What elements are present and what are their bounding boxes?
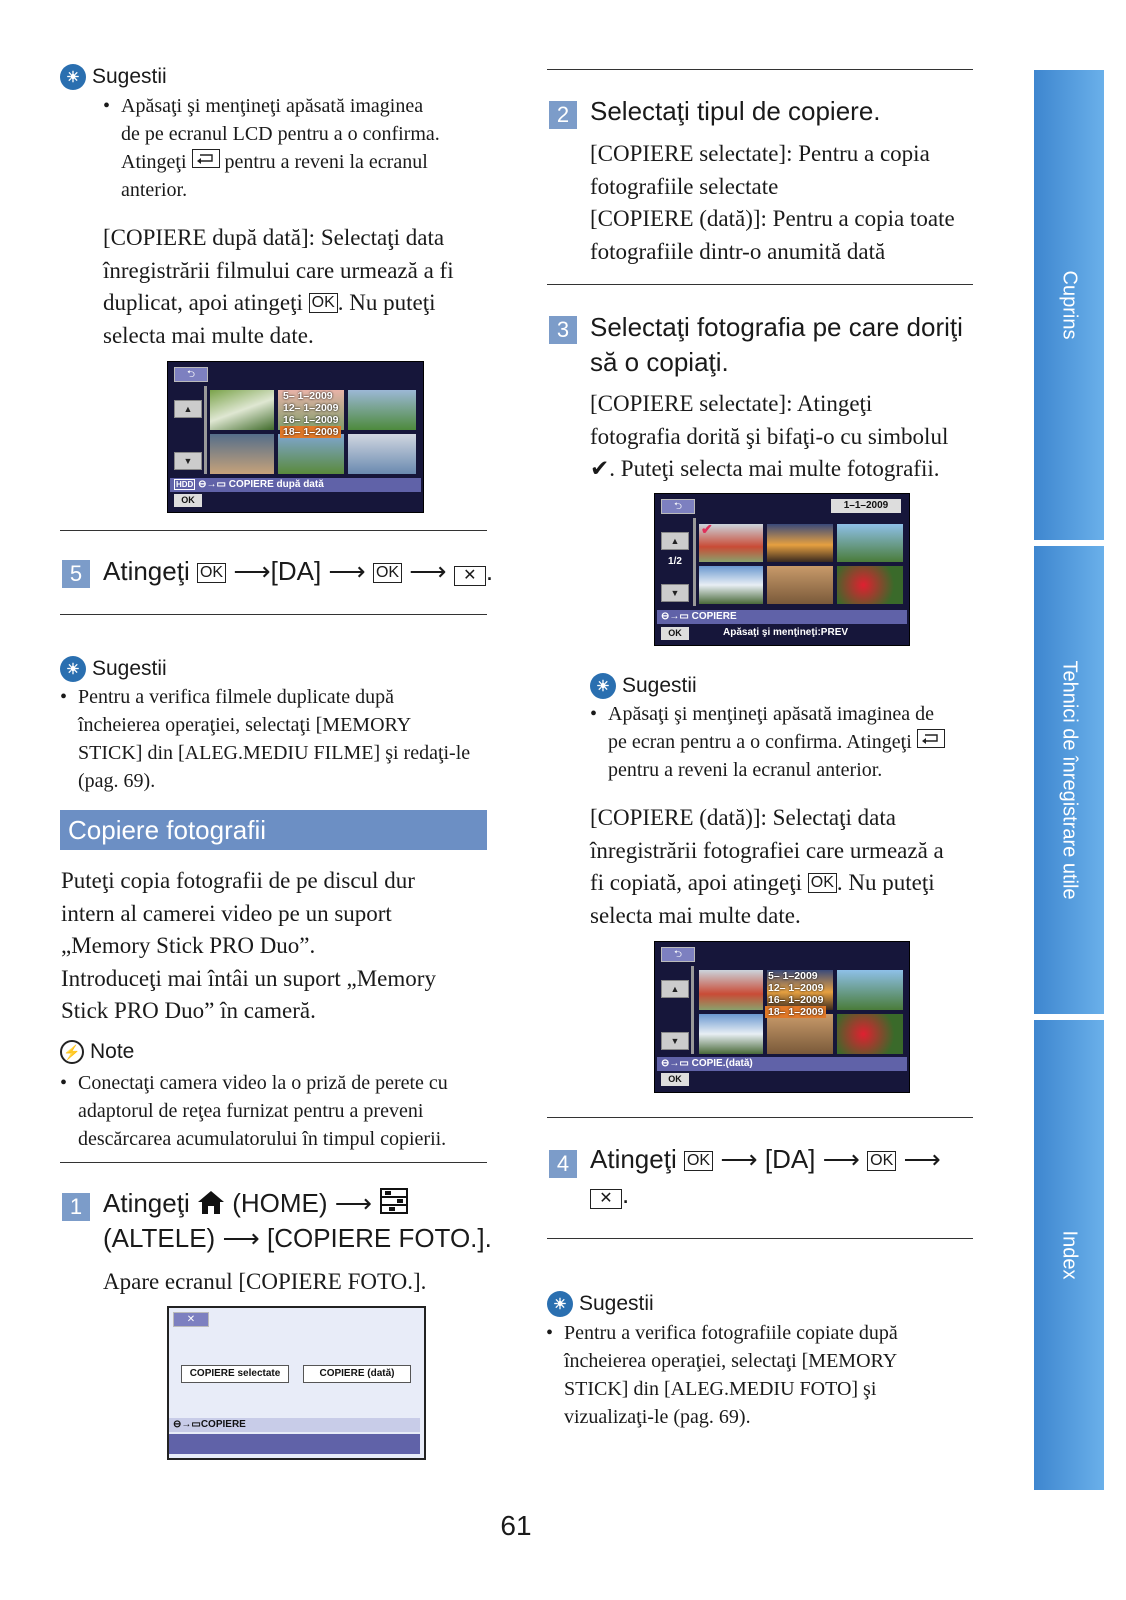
- screen-status-bar: ⊖→▭ COPIE.(dată): [657, 1057, 907, 1071]
- return-icon: [917, 729, 945, 748]
- tab-useful-recording-techniques[interactable]: Tehnici de înregistrare utile: [1034, 546, 1104, 1014]
- close-button[interactable]: ✕: [173, 1312, 209, 1327]
- arrow-right-icon: ⟶: [822, 1144, 860, 1174]
- step-number: 3: [549, 316, 577, 344]
- hdd-to-memory-icon: ⊖→▭: [198, 479, 229, 490]
- tip-heading: ☀ Sugestii: [590, 673, 697, 699]
- tab-contents[interactable]: Cuprins: [1034, 70, 1104, 540]
- thumbnail-runners[interactable]: [210, 434, 274, 474]
- ok-button-icon: OK: [373, 563, 402, 583]
- copy-by-date-screen: [167, 361, 424, 513]
- close-icon: ✕: [590, 1189, 622, 1209]
- thumbnail-flower[interactable]: [837, 566, 903, 604]
- scroll-down-button[interactable]: ▼: [661, 584, 689, 602]
- thumbnail-sunset[interactable]: [767, 524, 833, 562]
- ok-button-icon: OK: [867, 1151, 896, 1171]
- step-4-instruction: Atingeţi OK ⟶ [DA] ⟶ OK ⟶ ✕ .: [590, 1144, 941, 1209]
- thumbnail-mountain[interactable]: [699, 566, 763, 604]
- return-icon: [192, 149, 220, 168]
- step-1-result: Apare ecranul [COPIERE FOTO.].: [103, 1269, 427, 1294]
- tip-bullet: • Apăsaţi şi menţineţi apăsată imaginea de pe ecranul LCD pentru a o confirma. Atingeţi pentru a reveni la ecranul anterior.: [103, 95, 440, 201]
- warning-icon: ⚡: [60, 1040, 84, 1064]
- ok-button-icon: OK: [684, 1151, 713, 1171]
- thumbnail-mountain[interactable]: [699, 1014, 763, 1054]
- step-number: 5: [62, 560, 90, 588]
- tip-bullet: • Pentru a verifica fotografiile copiate după încheierea operaţiei, selectaţi [MEMORY STICK] din [ALEG.MEDIU FOTO] şi vizualizaţi-le (pag. 69).: [546, 1322, 898, 1428]
- hdd-to-memory-icon: ⊖→▭: [173, 1419, 201, 1430]
- scrollbar[interactable]: [691, 966, 694, 1054]
- ok-button[interactable]: OK: [174, 494, 202, 507]
- screen-status-bar: ⊖→▭COPIERE: [169, 1418, 420, 1432]
- lightbulb-icon: ☀: [60, 656, 86, 682]
- divider: [547, 284, 973, 285]
- arrow-right-icon: ⟶: [334, 1188, 373, 1218]
- scroll-down-button[interactable]: ▼: [661, 1032, 689, 1050]
- thumbnail-family[interactable]: [767, 1014, 833, 1054]
- arrow-right-icon: ⟶: [409, 556, 447, 586]
- lightbulb-icon: ☀: [590, 673, 616, 699]
- thumbnail-family[interactable]: [767, 566, 833, 604]
- return-button[interactable]: ⮌: [174, 367, 208, 382]
- step-1-instruction: Atingeţi (HOME) ⟶ (ALTELE) ⟶ [COPIERE FOTO.].: [103, 1188, 492, 1253]
- thumbnail-palms[interactable]: [837, 524, 903, 562]
- date-item[interactable]: 16– 1–2009: [283, 414, 339, 426]
- arrow-right-icon: ⟶: [903, 1144, 941, 1174]
- tip-heading: ☀ Sugestii: [60, 64, 167, 90]
- date-item[interactable]: 5– 1–2009: [768, 970, 818, 982]
- copy-photo-by-date-screen: [654, 941, 910, 1093]
- ok-button[interactable]: OK: [661, 627, 689, 640]
- divider: [60, 614, 487, 615]
- thumbnail-flower[interactable]: [837, 1014, 903, 1054]
- checkmark-icon: ✔: [701, 523, 713, 538]
- copy-selected-button[interactable]: COPIERE selectate: [181, 1365, 289, 1383]
- page-number: 61: [500, 1510, 532, 1541]
- ok-button-icon: OK: [309, 293, 338, 313]
- date-item[interactable]: 16– 1–2009: [768, 994, 824, 1006]
- ok-button-icon: OK: [808, 873, 837, 893]
- hint-text: Apăsaţi şi menţineţi:PREV: [723, 627, 849, 638]
- others-icon: [379, 1187, 409, 1215]
- step-5-instruction: Atingeţi OK ⟶[DA] ⟶ OK ⟶ ✕ .: [103, 556, 494, 586]
- hdd-icon: HDD: [176, 480, 194, 489]
- note-heading: ⚡ Note: [60, 1040, 134, 1064]
- scroll-up-button[interactable]: ▲: [661, 532, 689, 550]
- close-icon: ✕: [454, 566, 486, 586]
- arrow-right-icon: ⟶: [720, 1144, 758, 1174]
- arrow-right-icon: ⟶: [233, 556, 271, 586]
- divider: [60, 530, 487, 531]
- page-indicator: 1/2: [668, 556, 682, 567]
- thumbnail-child[interactable]: [348, 434, 416, 474]
- scroll-up-button[interactable]: ▲: [174, 400, 202, 418]
- tip-bullet: • Apăsaţi şi menţineţi apăsată imaginea de pe ecran pentru a o confirma. Atingeţi pentru a reveni la ecranul anterior.: [608, 700, 988, 784]
- divider: [60, 1162, 487, 1163]
- date-list: [280, 390, 341, 438]
- step-2-description: [COPIERE selectate]: Pentru a copia fotografiile selectate [COPIERE (dată)]: Pentru a copia toate fotografiile dintr-o anumită dată: [590, 141, 955, 264]
- hdd-to-memory-icon: ⊖→▭: [661, 611, 692, 622]
- date-item-selected[interactable]: 18– 1–2009: [280, 426, 341, 438]
- step-3-description: [COPIERE selectate]: Atingeţi fotografia dorită şi bifaţi-o cu simbolul ✔. Puteţi selecta mai multe fotografii.: [590, 391, 949, 481]
- date-item-selected[interactable]: 18– 1–2009: [765, 1006, 826, 1018]
- thumbnail-photo[interactable]: [699, 970, 763, 1010]
- thumbnail-trees[interactable]: [348, 390, 416, 430]
- hdd-to-memory-icon: ⊖→▭: [661, 1058, 692, 1069]
- divider: [547, 1238, 973, 1239]
- copy-selected-screen: [654, 493, 910, 646]
- date-item[interactable]: 12– 1–2009: [768, 982, 824, 994]
- thumbnail-dog[interactable]: [210, 390, 274, 430]
- copy-photo-screen: [167, 1306, 426, 1460]
- section-intro: Puteţi copia fotografii de pe discul dur intern al camerei video pe un suport „Memory Stick PRO Duo”. Introduceţi mai întâi un suport „Memory Stick PRO Duo” în cameră.: [61, 868, 436, 1023]
- ok-button[interactable]: OK: [661, 1073, 689, 1086]
- scrollbar[interactable]: [204, 386, 207, 474]
- date-item[interactable]: 5– 1–2009: [283, 390, 333, 402]
- divider: [547, 69, 973, 70]
- date-list: [765, 970, 826, 1018]
- tip-heading: ☀ Sugestii: [547, 1291, 654, 1317]
- home-icon: [197, 1189, 225, 1215]
- note-bullet: • Conectaţi camera video la o priză de perete cu adaptorul de reţea furnizat pentru a preveni descărcarea acumulatorului în timpul copierii.: [60, 1072, 448, 1150]
- lightbulb-icon: ☀: [547, 1291, 573, 1317]
- return-button[interactable]: ⮌: [661, 499, 695, 514]
- tab-index[interactable]: Index: [1034, 1020, 1104, 1490]
- lightbulb-icon: ☀: [60, 64, 86, 90]
- step-3-title: Selectaţi fotografia pe care doriţi să o copiaţi.: [590, 312, 963, 377]
- copy-by-date-description: [COPIERE după dată]: Selectaţi data înregistrării filmului care urmează a fi duplicat, apoi atingeţi OK . Nu puteţi selecta mai multe date.: [103, 225, 454, 348]
- section-title: Copiere fotografii: [60, 810, 487, 850]
- scroll-down-button[interactable]: ▼: [174, 452, 202, 470]
- copy-by-date-button[interactable]: COPIERE (dată): [303, 1365, 411, 1383]
- tip-heading: ☀ Sugestii: [60, 656, 167, 682]
- step-number: 2: [549, 101, 577, 129]
- date-item[interactable]: 12– 1–2009: [283, 402, 339, 414]
- thumbnail-palms[interactable]: [837, 970, 903, 1010]
- return-button[interactable]: ⮌: [661, 947, 695, 962]
- step-number: 4: [549, 1150, 577, 1178]
- arrow-right-icon: ⟶: [222, 1223, 260, 1253]
- divider: [547, 1117, 973, 1118]
- ok-button-icon: OK: [197, 563, 226, 583]
- date-label: 1–1–2009: [831, 499, 901, 513]
- screen-footer: [169, 1434, 420, 1454]
- screen-status-bar: HDD ⊖→▭ COPIERE după dată: [170, 478, 421, 492]
- arrow-right-icon: ⟶: [328, 556, 366, 586]
- thumbnail-park[interactable]: [278, 434, 344, 474]
- step-number: 1: [62, 1193, 90, 1221]
- tip-bullet: • Pentru a verifica filmele duplicate după încheierea operaţiei, selectaţi [MEMORY STICK] din [ALEG.MEDIU FILME] şi redaţi-le (pag. 69).: [60, 686, 471, 792]
- step-2-title: Selectaţi tipul de copiere.: [590, 96, 881, 126]
- scroll-up-button[interactable]: ▲: [661, 980, 689, 998]
- copy-by-date-photo-description: [COPIERE (dată)]: Selectaţi data înregistrării fotografiei care urmează a fi copiată, apoi atingeţi OK . Nu puteţi selecta mai multe date.: [590, 805, 944, 928]
- screen-status-bar: ⊖→▭ COPIERE: [657, 610, 907, 624]
- scrollbar[interactable]: [693, 518, 696, 606]
